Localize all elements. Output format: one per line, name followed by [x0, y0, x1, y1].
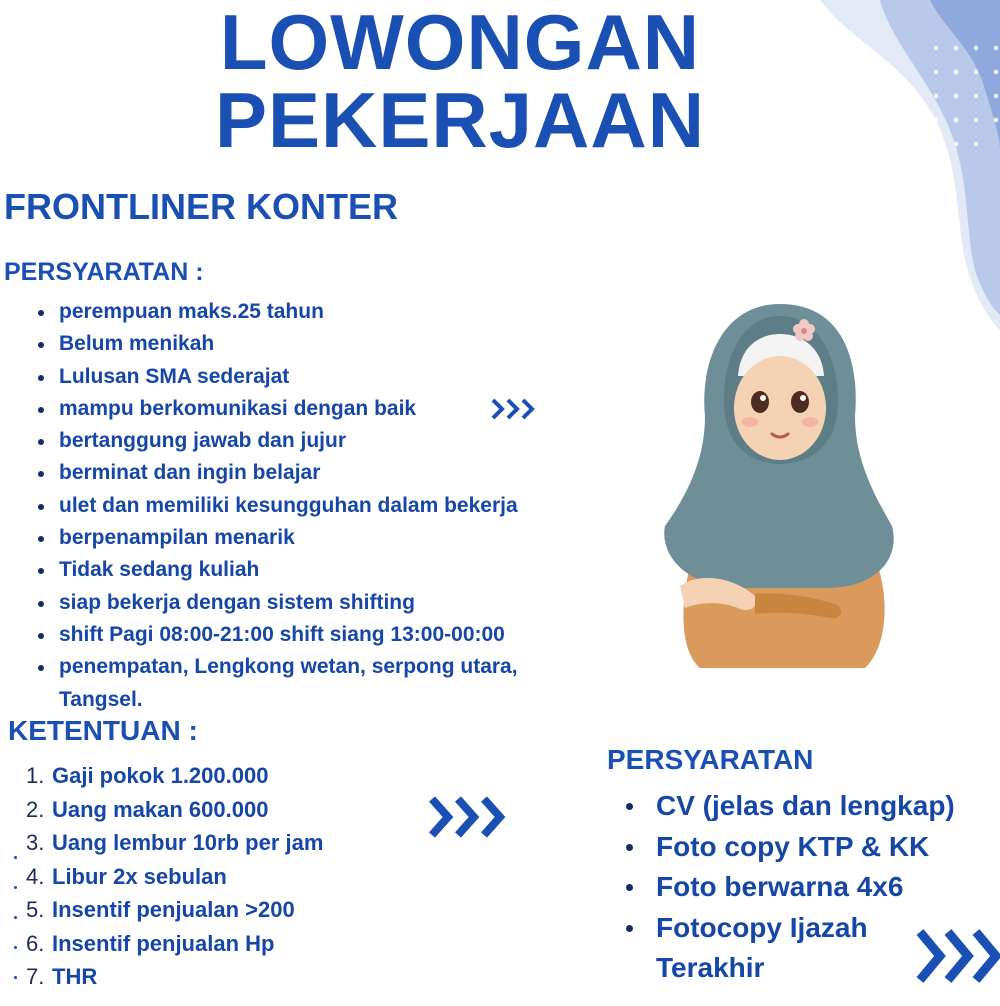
list-item	[26, 927, 426, 961]
list-item: perempuan maks.25 tahun	[36, 296, 586, 328]
requirements-list	[36, 296, 586, 716]
terms-list	[26, 759, 426, 994]
list-item	[26, 860, 426, 894]
list-text: Libur 2x sebulan	[52, 863, 227, 889]
list-item: siap bekerja dengan sistem shifting	[36, 587, 586, 619]
list-item: Tidak sedang kuliah	[36, 554, 586, 586]
list-item: Foto berwarna 4x6	[624, 867, 994, 908]
list-number: 3.	[26, 830, 45, 855]
hijab-woman-illustration	[660, 296, 900, 676]
list-text: THR	[52, 964, 98, 989]
list-item	[26, 960, 426, 994]
list-text: Gaji pokok 1.200.000	[52, 763, 269, 788]
list-item: Lulusan SMA sederajat	[36, 361, 586, 393]
list-number: 2.	[26, 796, 45, 822]
list-item	[26, 826, 426, 860]
dot-grid	[934, 46, 998, 146]
list-number: 5.	[26, 897, 45, 922]
list-item: bertanggung jawab dan jujur	[36, 425, 586, 457]
list-number: 1.	[26, 763, 45, 788]
list-item	[26, 893, 426, 927]
list-item	[26, 759, 426, 793]
list-item: mampu berkomunikasi dengan baik	[36, 393, 586, 425]
list-text: Uang lembur 10rb per jam	[52, 830, 324, 855]
list-item: penempatan, Lengkong wetan, serpong utara, Tangsel.	[36, 651, 589, 716]
list-item: shift Pagi 08:00-21:00 shift siang 13:00-00:00	[36, 619, 586, 651]
job-position: FRONTLINER KONTER	[4, 186, 398, 227]
list-item: Fotocopy Ijazah Terakhir	[624, 908, 906, 989]
list-item: berpenampilan menarik	[36, 522, 586, 554]
triple-chevron-right-icon	[916, 928, 1000, 984]
list-item: CV (jelas dan lengkap)	[624, 786, 994, 827]
list-item: berminat dan ingin belajar	[36, 457, 586, 489]
list-text: Insentif penjualan >200	[52, 897, 295, 922]
list-number: 4.	[26, 863, 45, 889]
list-item: Foto copy KTP & KK	[624, 827, 994, 868]
page-title-line2: PEKERJAAN	[214, 76, 706, 164]
list-item: Belum menikah	[36, 328, 586, 360]
list-number: 6.	[26, 930, 45, 956]
requirements-heading: PERSYARATAN :	[4, 258, 204, 286]
list-item	[26, 793, 426, 827]
list-text: Uang makan 600.000	[52, 796, 269, 822]
terms-heading: KETENTUAN :	[8, 715, 198, 746]
triple-chevron-right-icon	[490, 396, 538, 422]
list-item: ulet dan memiliki kesungguhan dalam bekerja	[36, 490, 586, 522]
decorative-dots	[14, 856, 22, 1006]
list-text: Insentif penjualan Hp	[52, 930, 275, 956]
page-title-line1: LOWONGAN	[219, 0, 701, 86]
documents-heading: PERSYARATAN	[607, 744, 814, 775]
list-number: 7.	[26, 964, 45, 989]
triple-chevron-right-icon	[428, 795, 514, 839]
